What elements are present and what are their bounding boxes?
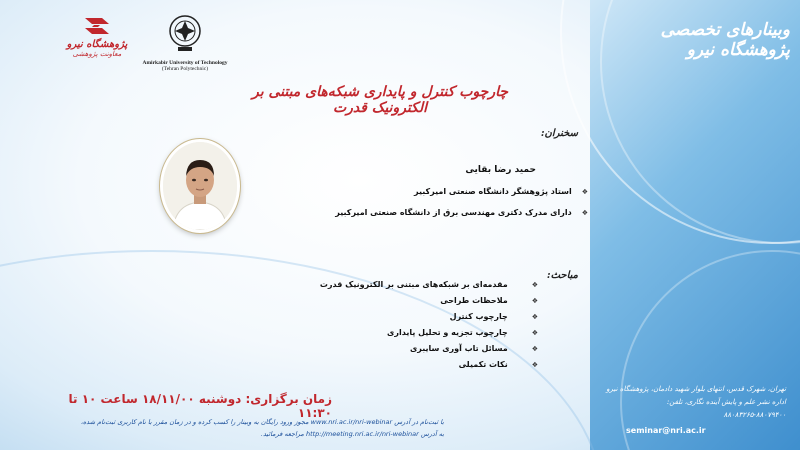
- nri-logo: [62, 14, 132, 58]
- nri-emblem-icon: [82, 14, 112, 38]
- list-item: ❖ دارای مدرک دکتری مهندسی برق از دانشگاه صنعتی امیرکبیر: [335, 208, 588, 217]
- list-item: ❖ نکات تکمیلی: [320, 360, 538, 369]
- topics-list: [320, 280, 538, 376]
- event-date-time: زمان برگزاری: دوشنبه ۱۸/۱۱/۰۰ ساعت ۱۰ تا ۱۱:۳۰: [68, 392, 332, 420]
- nri-logo-subtitle: معاونت پژوهشی: [72, 50, 122, 58]
- speaker-details: [335, 187, 588, 229]
- organization-info: [606, 383, 786, 422]
- registration-note: [44, 416, 444, 440]
- address-line: تهران، شهرک قدس، انتهای بلوار شهید دادمان، پژوهشگاه نیرو: [606, 385, 786, 393]
- speaker-name: حمید رضا بقایی: [465, 165, 536, 175]
- speakers-label: سخنران:: [540, 128, 578, 139]
- aut-logo-subtitle: (Tehran Polytechnic): [161, 66, 209, 72]
- list-item: ❖ استاد پژوهشگر دانشگاه صنعتی امیرکبیر: [335, 187, 588, 196]
- contact-email[interactable]: seminar@nri.ac.ir: [626, 426, 706, 435]
- speaker-photo: [160, 139, 240, 233]
- nri-logo-name: پژوهشگاه نیرو: [66, 39, 128, 50]
- webinar-series-title: وبینارهای تخصصی پژوهشگاه نیرو: [660, 20, 790, 60]
- registration-line: با ثبت‌نام در آدرس www.nri.ac.ir/nri-webinar مجوز ورود رایگان به وبینار را کسب کرده و در زمان مقرر با نام کاربری ثبت‌نام شده،: [80, 418, 444, 426]
- seminar-title: چارچوب کنترل و پایداری شبکه‌های مبتنی بر الکترونیک قدرت: [251, 84, 509, 116]
- topics-label: مباحث:: [546, 270, 578, 281]
- contact-line: اداره نشر علم و پایش آینده نگاری، تلفن: ۸۸۰۷۹۴۰۰-۸۸۰۸۳۲۶۵: [666, 398, 786, 419]
- list-item: ❖ چارچوب کنترل: [320, 312, 538, 321]
- list-item: ❖ مقدمه‌ای بر شبکه‌های مبتنی بر الکترونیک قدرت: [320, 280, 538, 289]
- list-item: ❖ چارچوب تجزیه و تحلیل پایداری: [320, 328, 538, 337]
- aut-logo: [140, 14, 230, 72]
- list-item: ❖ مسائل تاب آوری سایبری: [320, 344, 538, 353]
- aut-emblem-icon: [168, 14, 202, 54]
- list-item: ❖ ملاحظات طراحی: [320, 296, 538, 305]
- registration-line: به آدرس http://meeting.nri.ac.ir/nri-webinar مراجعه فرمائید.: [260, 430, 444, 438]
- speaker-portrait-image: [163, 142, 237, 230]
- aut-logo-name: Amirkabir University of Technology: [142, 60, 228, 66]
